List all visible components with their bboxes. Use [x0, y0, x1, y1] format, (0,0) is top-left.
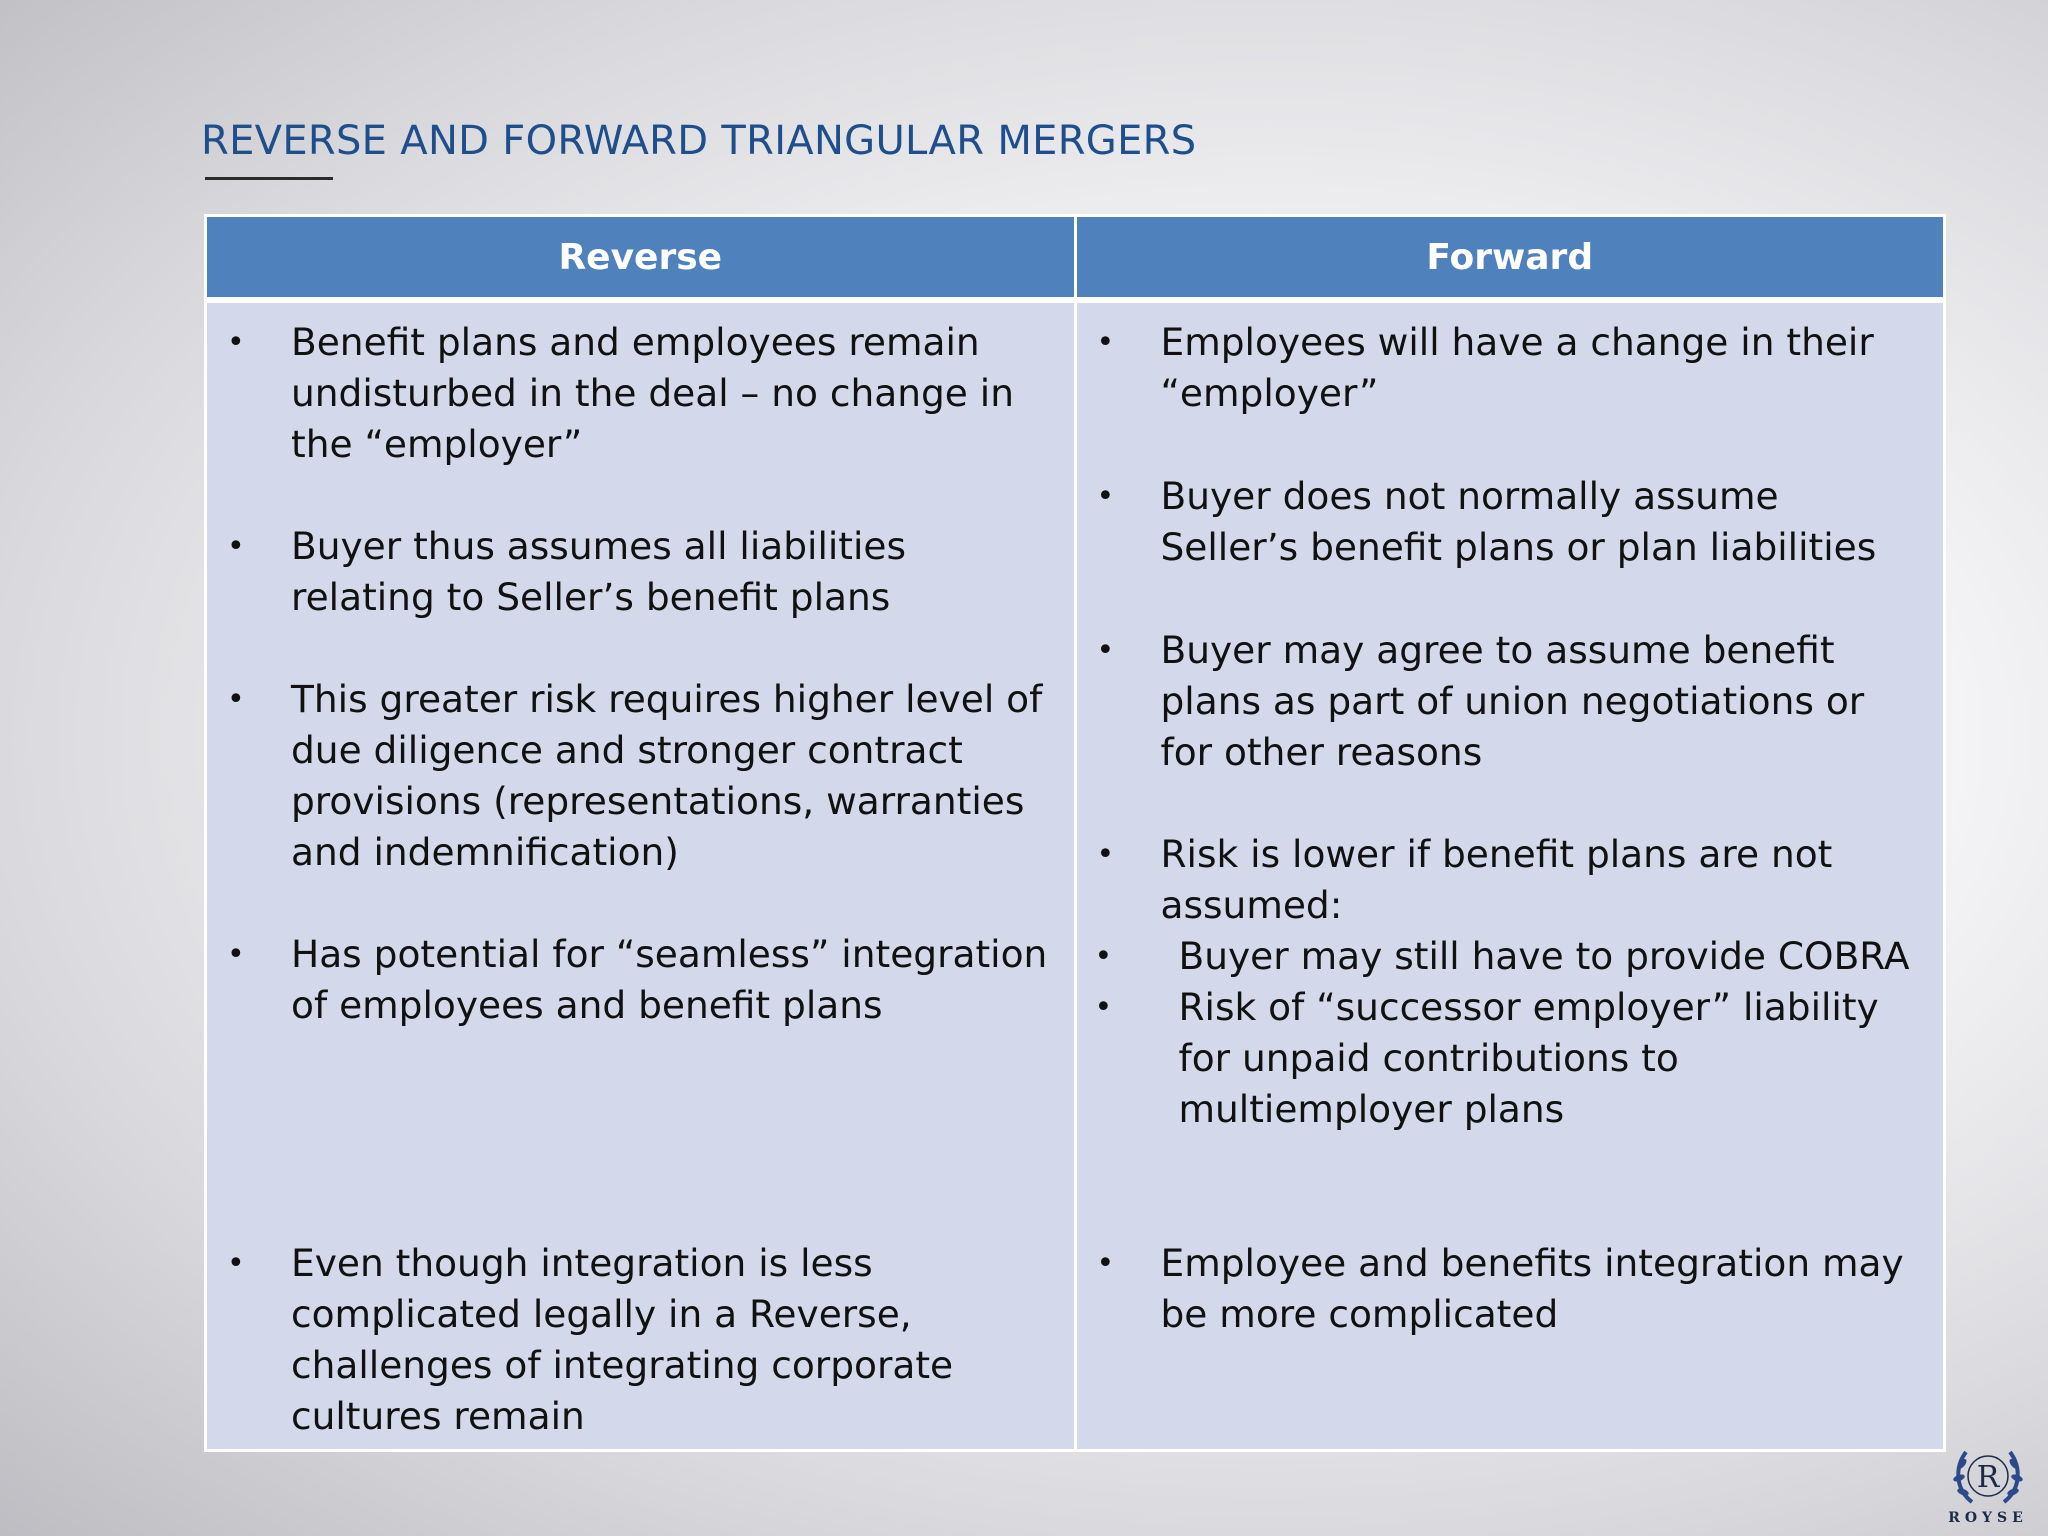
forward-bullet-text: Buyer may agree to assume benefit plans as part of union negotiations or for other reasons: [1160, 628, 1865, 774]
forward-sub-bullet-text: Buyer may still have to provide COBRA: [1178, 934, 1910, 978]
forward-sub-bullet: [1077, 982, 1926, 1135]
reverse-bullet: [207, 1238, 1056, 1442]
logo-monogram: R: [1976, 1460, 2000, 1495]
reverse-bullet-text: Even though integration is less complicated legally in a Reverse, challenges of integrating corporate cultures remain: [291, 1241, 954, 1438]
forward-sub-bullet-list: [1077, 931, 1926, 1135]
forward-bullet-text: Employee and benefits integration may be more complicated: [1160, 1241, 1904, 1336]
slide-title: REVERSE AND FORWARD TRIANGULAR MERGERS: [201, 118, 1197, 164]
title-underline: [205, 177, 333, 180]
royse-logo: [1938, 1442, 2038, 1536]
bullet-icon: •: [1096, 633, 1115, 668]
forward-bullet: [1077, 317, 1926, 419]
comparison-table: [204, 214, 1946, 1452]
reverse-bullet: [207, 317, 1056, 470]
laurel-wreath-icon: [1948, 1442, 2028, 1512]
reverse-cell: [206, 300, 1076, 1451]
bullet-icon: •: [1094, 990, 1113, 1025]
bullet-icon: •: [1096, 479, 1115, 514]
bullet-icon: •: [1096, 325, 1115, 360]
forward-bullet: [1077, 625, 1926, 778]
reverse-bullet-text: Buyer thus assumes all liabilities relating to Seller’s benefit plans: [291, 524, 907, 619]
reverse-column-header: Reverse: [206, 216, 1076, 301]
bullet-icon: •: [227, 529, 245, 564]
forward-bullet: [1077, 829, 1926, 1135]
forward-column-header: Forward: [1075, 216, 1945, 301]
forward-sub-bullet: [1077, 931, 1926, 982]
reverse-bullet: [207, 929, 1056, 1031]
bullet-icon: •: [227, 325, 245, 360]
bullet-icon: •: [1094, 939, 1113, 974]
forward-bullet: [1077, 1238, 1926, 1340]
bullet-icon: •: [1096, 1246, 1115, 1281]
logo-wordmark: ROYSE: [1948, 1510, 2028, 1526]
forward-bullet-text: Employees will have a change in their “employer”: [1160, 320, 1874, 415]
bullet-icon: •: [227, 682, 245, 717]
forward-bullet-text: Risk is lower if benefit plans are not assumed:: [1160, 832, 1833, 927]
reverse-bullet-text: Benefit plans and employees remain undisturbed in the deal – no change in the “employer”: [291, 320, 1014, 466]
reverse-bullet: [207, 674, 1056, 878]
forward-cell: [1075, 300, 1945, 1451]
forward-bullet-text: Buyer does not normally assume Seller’s benefit plans or plan liabilities: [1160, 474, 1877, 569]
forward-sub-bullet-text: Risk of “successor employer” liability for unpaid contributions to multiemployer plans: [1178, 985, 1879, 1131]
forward-bullet: [1077, 471, 1926, 573]
reverse-bullet: [207, 521, 1056, 623]
bullet-icon: •: [1096, 837, 1115, 872]
bullet-icon: •: [227, 1246, 245, 1281]
reverse-bullet-text: This greater risk requires higher level of due diligence and stronger contract provisions (representations, warranties and indemnification): [291, 677, 1043, 874]
reverse-bullet-text: Has potential for “seamless” integration of employees and benefit plans: [291, 932, 1048, 1027]
bullet-icon: •: [227, 937, 245, 972]
